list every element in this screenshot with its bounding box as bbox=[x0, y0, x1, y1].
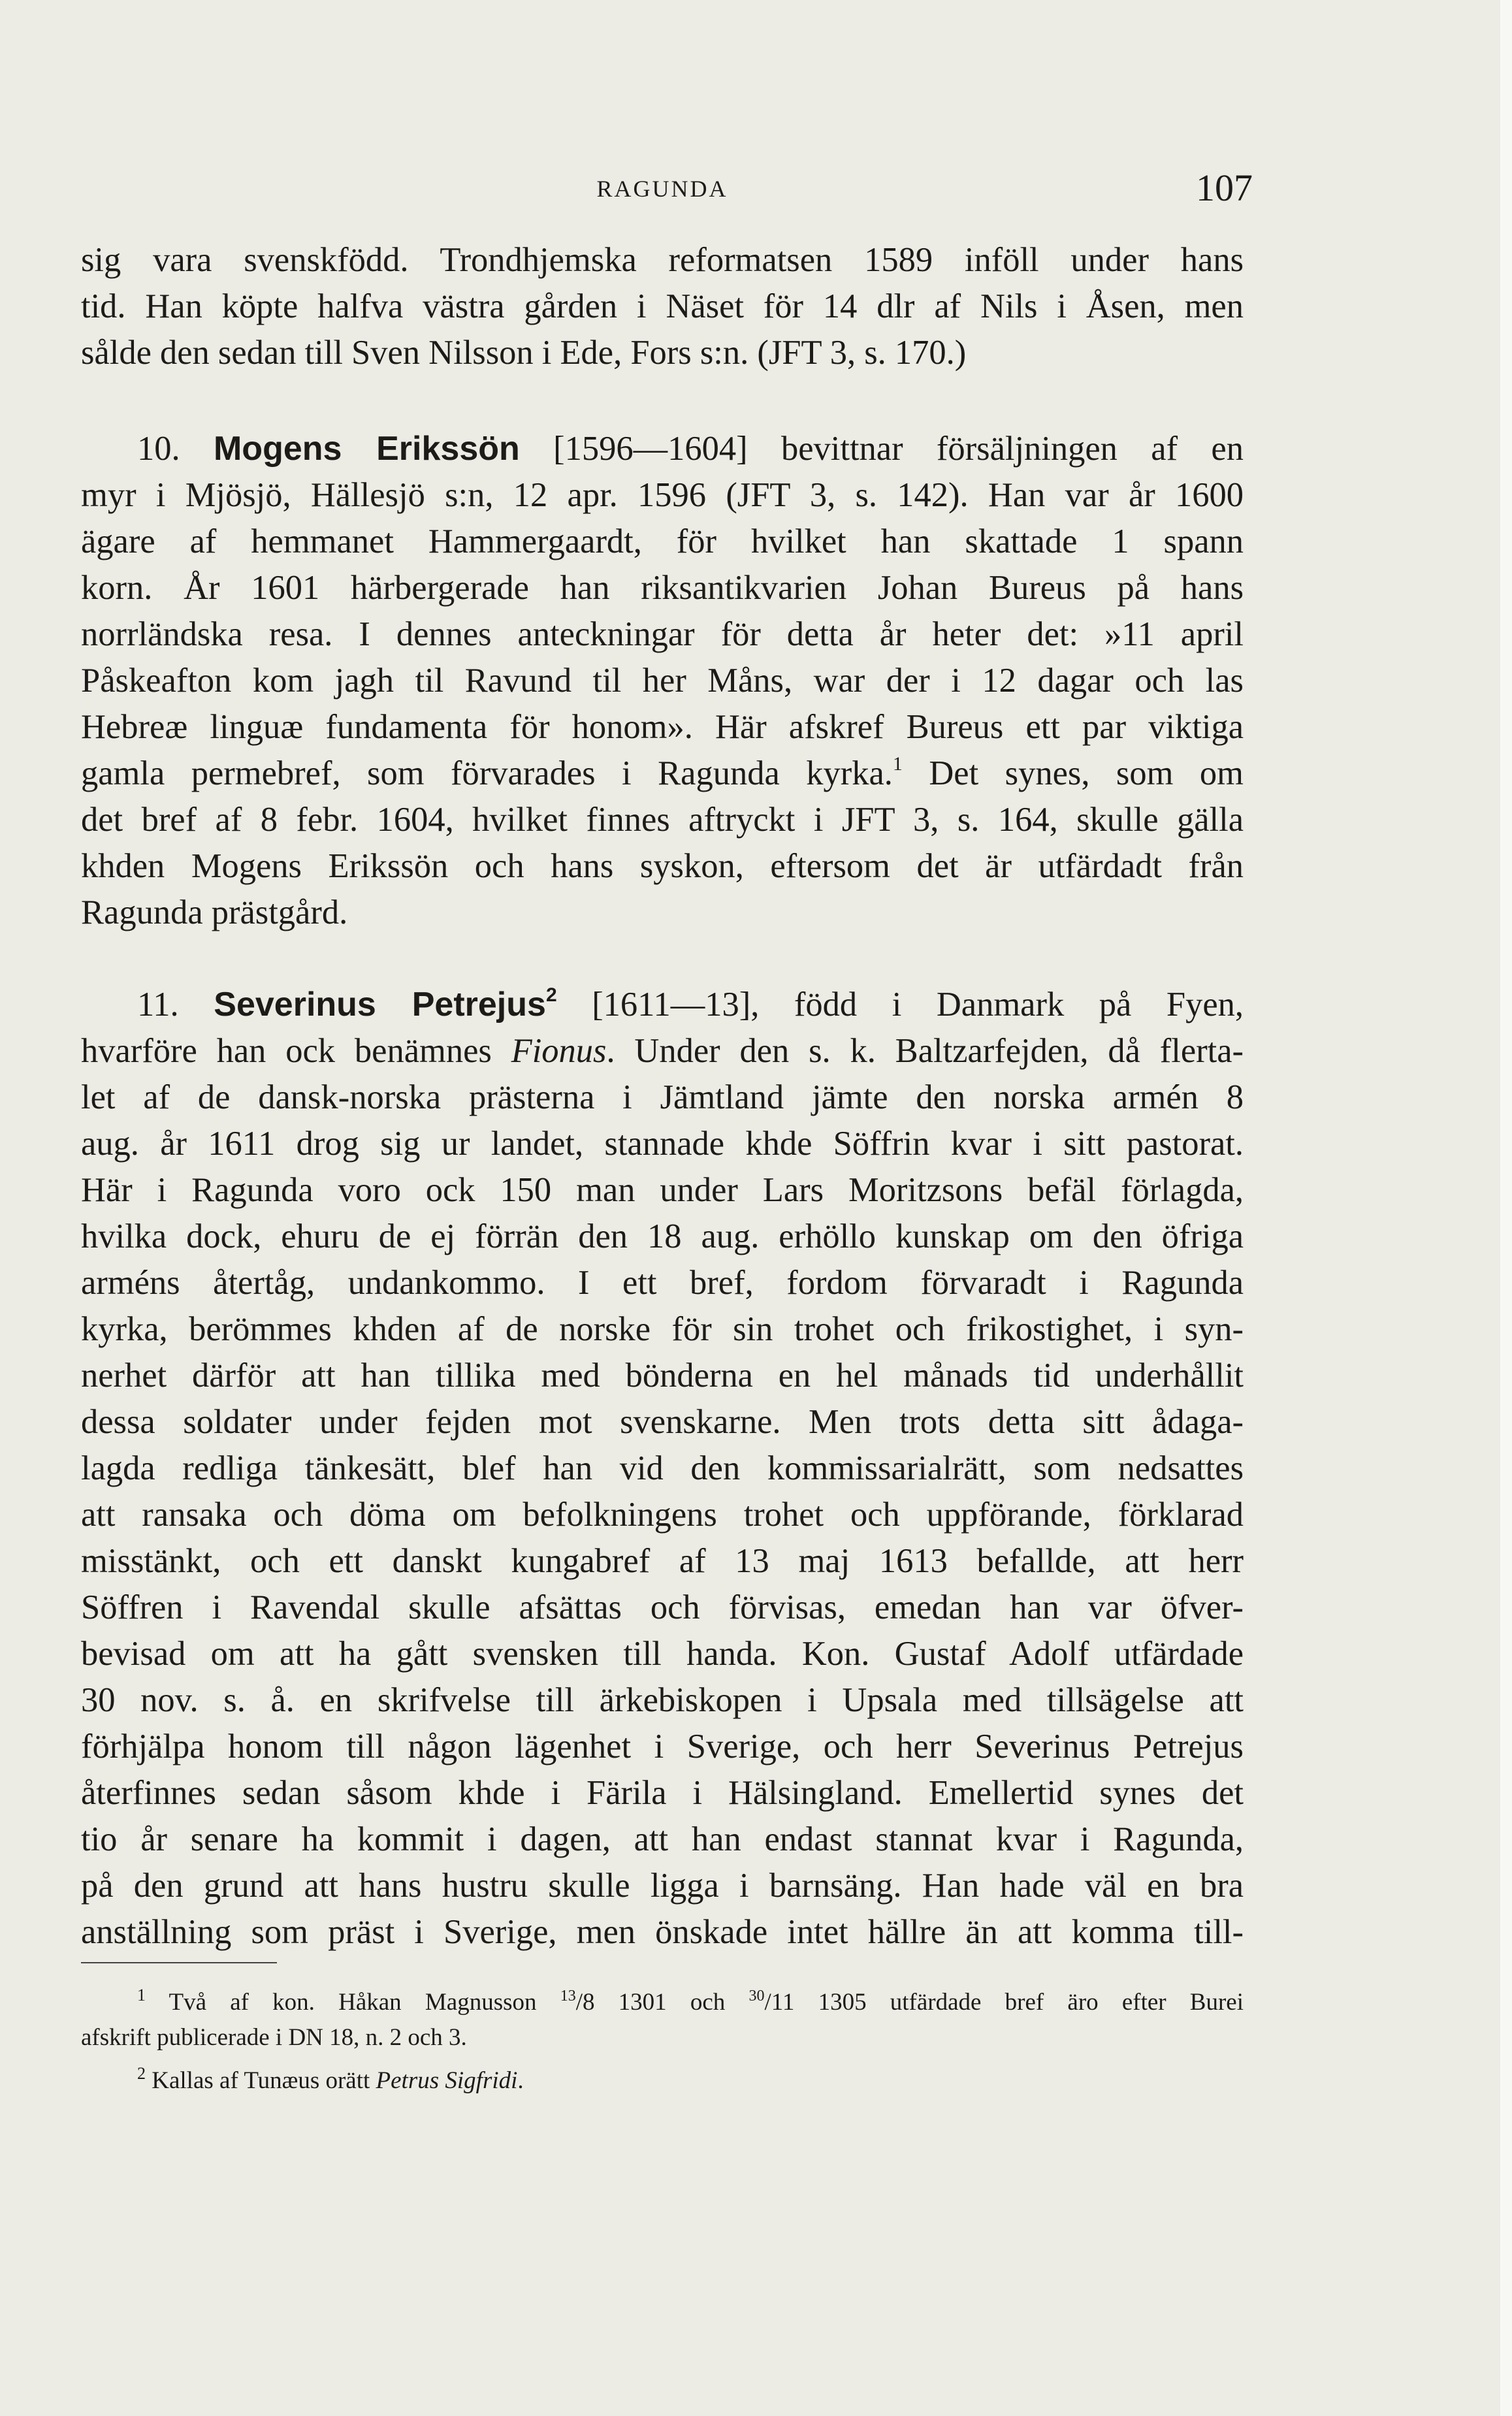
body-line: myr i Mjösjö, Hällesjö s:n, 12 apr. 1596 (JFT 3, s. 142). Han var år 1600 bbox=[81, 476, 1244, 514]
body-line: norrländska resa. I dennes anteckningar för detta år heter det: »11 april bbox=[81, 615, 1244, 653]
body-line: aug. år 1611 drog sig ur landet, stannade khde Söffrin kvar i sitt pastorat. bbox=[81, 1125, 1244, 1163]
body-line: Här i Ragunda voro ock 150 man under Lars Moritzsons befäl förlagda, bbox=[81, 1171, 1244, 1209]
body-line: tio år senare ha kommit i dagen, att han endast stannat kvar i Ragunda, bbox=[81, 1820, 1244, 1858]
body-line: misstänkt, och ett danskt kungabref af 13 maj 1613 befallde, att herr bbox=[81, 1542, 1244, 1580]
body-line: ägare af hemmanet Hammergaardt, för hvilket han skattade 1 spann bbox=[81, 523, 1244, 560]
body-line: let af de dansk-norska prästerna i Jämtland jämte den norska armén 8 bbox=[81, 1078, 1244, 1116]
footnote-text: 1305 utfärdade bref äro efter Burei bbox=[794, 1989, 1244, 2016]
footnote-1-line-2: afskrift publicerade i DN 18, n. 2 och 3. bbox=[81, 2024, 467, 2051]
body-line: korn. År 1601 härbergerade han riksantikvarien Johan Bureus på hans bbox=[81, 569, 1244, 607]
footnote-ref-1: 1 bbox=[892, 753, 903, 775]
entry-name: Mogens Erikssön bbox=[213, 430, 520, 468]
body-line: sig vara svenskfödd. Trondhjemska reformatsen 1589 inföll under hans bbox=[81, 241, 1244, 279]
body-line: sålde den sedan till Sven Nilsson i Ede, Fors s:n. (JFT 3, s. 170.) bbox=[81, 334, 967, 372]
entry-name-text: Severinus Petrejus bbox=[214, 986, 546, 1023]
body-text: hvarföre han ock benämnes bbox=[81, 1032, 511, 1070]
body-line: Hebreæ linguæ fundamenta för honom». Här afskref Bureus ett par viktiga bbox=[81, 708, 1244, 746]
footnote-rule bbox=[81, 1962, 277, 1963]
body-line: bevisad om att ha gått svensken till handa. Kon. Gustaf Adolf utfärdade bbox=[81, 1635, 1244, 1673]
italic-name: Petrus Sigfridi bbox=[376, 2067, 518, 2094]
body-line: lagda redliga tänkesätt, blef han vid den kommissarialrätt, som nedsattes bbox=[81, 1449, 1244, 1487]
body-text: Det synes, som om bbox=[902, 754, 1244, 792]
running-title: RAGUNDA bbox=[596, 176, 728, 202]
footnote-ref-2: 2 bbox=[545, 984, 557, 1006]
body-line: arméns återtåg, undankommo. I ett bref, fordom förvaradt i Ragunda bbox=[81, 1264, 1244, 1302]
date-fraction-numerator: 30 bbox=[748, 1988, 765, 2005]
entry-10-heading-line bbox=[81, 427, 1244, 470]
body-line: Ragunda prästgård. bbox=[81, 894, 348, 931]
footnote-text: 1301 och bbox=[594, 1989, 749, 2016]
page-number: 107 bbox=[1196, 167, 1253, 209]
body-text: . Under den s. k. Baltzarfejden, då flerta- bbox=[606, 1032, 1244, 1070]
footnote-marker: 2 bbox=[137, 2064, 146, 2083]
body-line: det bref af 8 febr. 1604, hvilket finnes aftryckt i JFT 3, s. 164, skulle gälla bbox=[81, 801, 1244, 839]
running-head bbox=[81, 167, 1253, 214]
body-line: 30 nov. s. å. en skrifvelse till ärkebiskopen i Upsala med tillsägelse att bbox=[81, 1681, 1244, 1719]
body-line: att ransaka och döma om befolkningens trohet och uppförande, förklarad bbox=[81, 1496, 1244, 1534]
italic-name: Fionus bbox=[511, 1032, 607, 1070]
body-line: kyrka, berömmes khden af de norske för sin trohet och frikostighet, i syn- bbox=[81, 1310, 1244, 1348]
footnote-text: Två af kon. Håkan Magnusson bbox=[169, 1989, 560, 2016]
body-line: Påskeafton kom jagh til Ravund til her Måns, war der i 12 dagar och las bbox=[81, 662, 1244, 700]
footnote-1 bbox=[81, 1986, 1244, 2020]
footnote-2 bbox=[81, 2064, 1244, 2098]
body-line: förhjälpa honom till någon lägenhet i Sverige, och herr Severinus Petrejus bbox=[81, 1728, 1244, 1765]
body-line: återfinnes sedan såsom khde i Färila i Hälsingland. Emellertid synes det bbox=[81, 1774, 1244, 1812]
body-line bbox=[81, 752, 1244, 795]
body-line: dessa soldater under fejden mot svenskarne. Men trots detta sitt ådaga- bbox=[81, 1403, 1244, 1441]
entry-11-heading-line bbox=[81, 983, 1244, 1026]
date-fraction-denominator: /11 bbox=[764, 1989, 795, 2016]
footnote-text: . bbox=[517, 2067, 524, 2094]
body-line: på den grund att hans hustru skulle ligga i barnsäng. Han hade väl en bra bbox=[81, 1867, 1244, 1905]
entry-name bbox=[214, 986, 556, 1023]
body-line: hvilka dock, ehuru de ej förrän den 18 aug. erhöllo kunskap om den öfriga bbox=[81, 1217, 1244, 1255]
body-line: Söffren i Ravendal skulle afsättas och förvisas, emedan han var öfver- bbox=[81, 1588, 1244, 1626]
body-line: anställning som präst i Sverige, men önskade intet hällre än att komma till- bbox=[81, 1913, 1244, 1951]
body-line: nerhet därför att han tillika med bönderna en hel månads tid underhållit bbox=[81, 1357, 1244, 1394]
footnote-marker: 1 bbox=[137, 1986, 146, 2005]
entry-dates: [1611—13], född i Danmark på Fyen, bbox=[592, 986, 1244, 1023]
entry-dates: [1596—1604] bevittnar försäljningen af en bbox=[553, 430, 1244, 468]
footnote-text: Kallas af Tunæus orätt bbox=[152, 2067, 376, 2094]
date-fraction-denominator: /8 bbox=[575, 1989, 595, 2016]
body-line: tid. Han köpte halfva västra gården i Näset för 14 dlr af Nils i Åsen, men bbox=[81, 287, 1244, 325]
date-fraction-numerator: 13 bbox=[560, 1988, 576, 2005]
body-line bbox=[81, 1029, 1244, 1072]
page-edge bbox=[1500, 0, 1512, 2416]
entry-number: 10. bbox=[137, 430, 180, 468]
body-text: gamla permebref, som förvarades i Ragunda kyrka. bbox=[81, 754, 893, 792]
entry-number: 11. bbox=[137, 986, 179, 1023]
body-line: khden Mogens Erikssön och hans syskon, eftersom det är utfärdadt från bbox=[81, 847, 1244, 885]
